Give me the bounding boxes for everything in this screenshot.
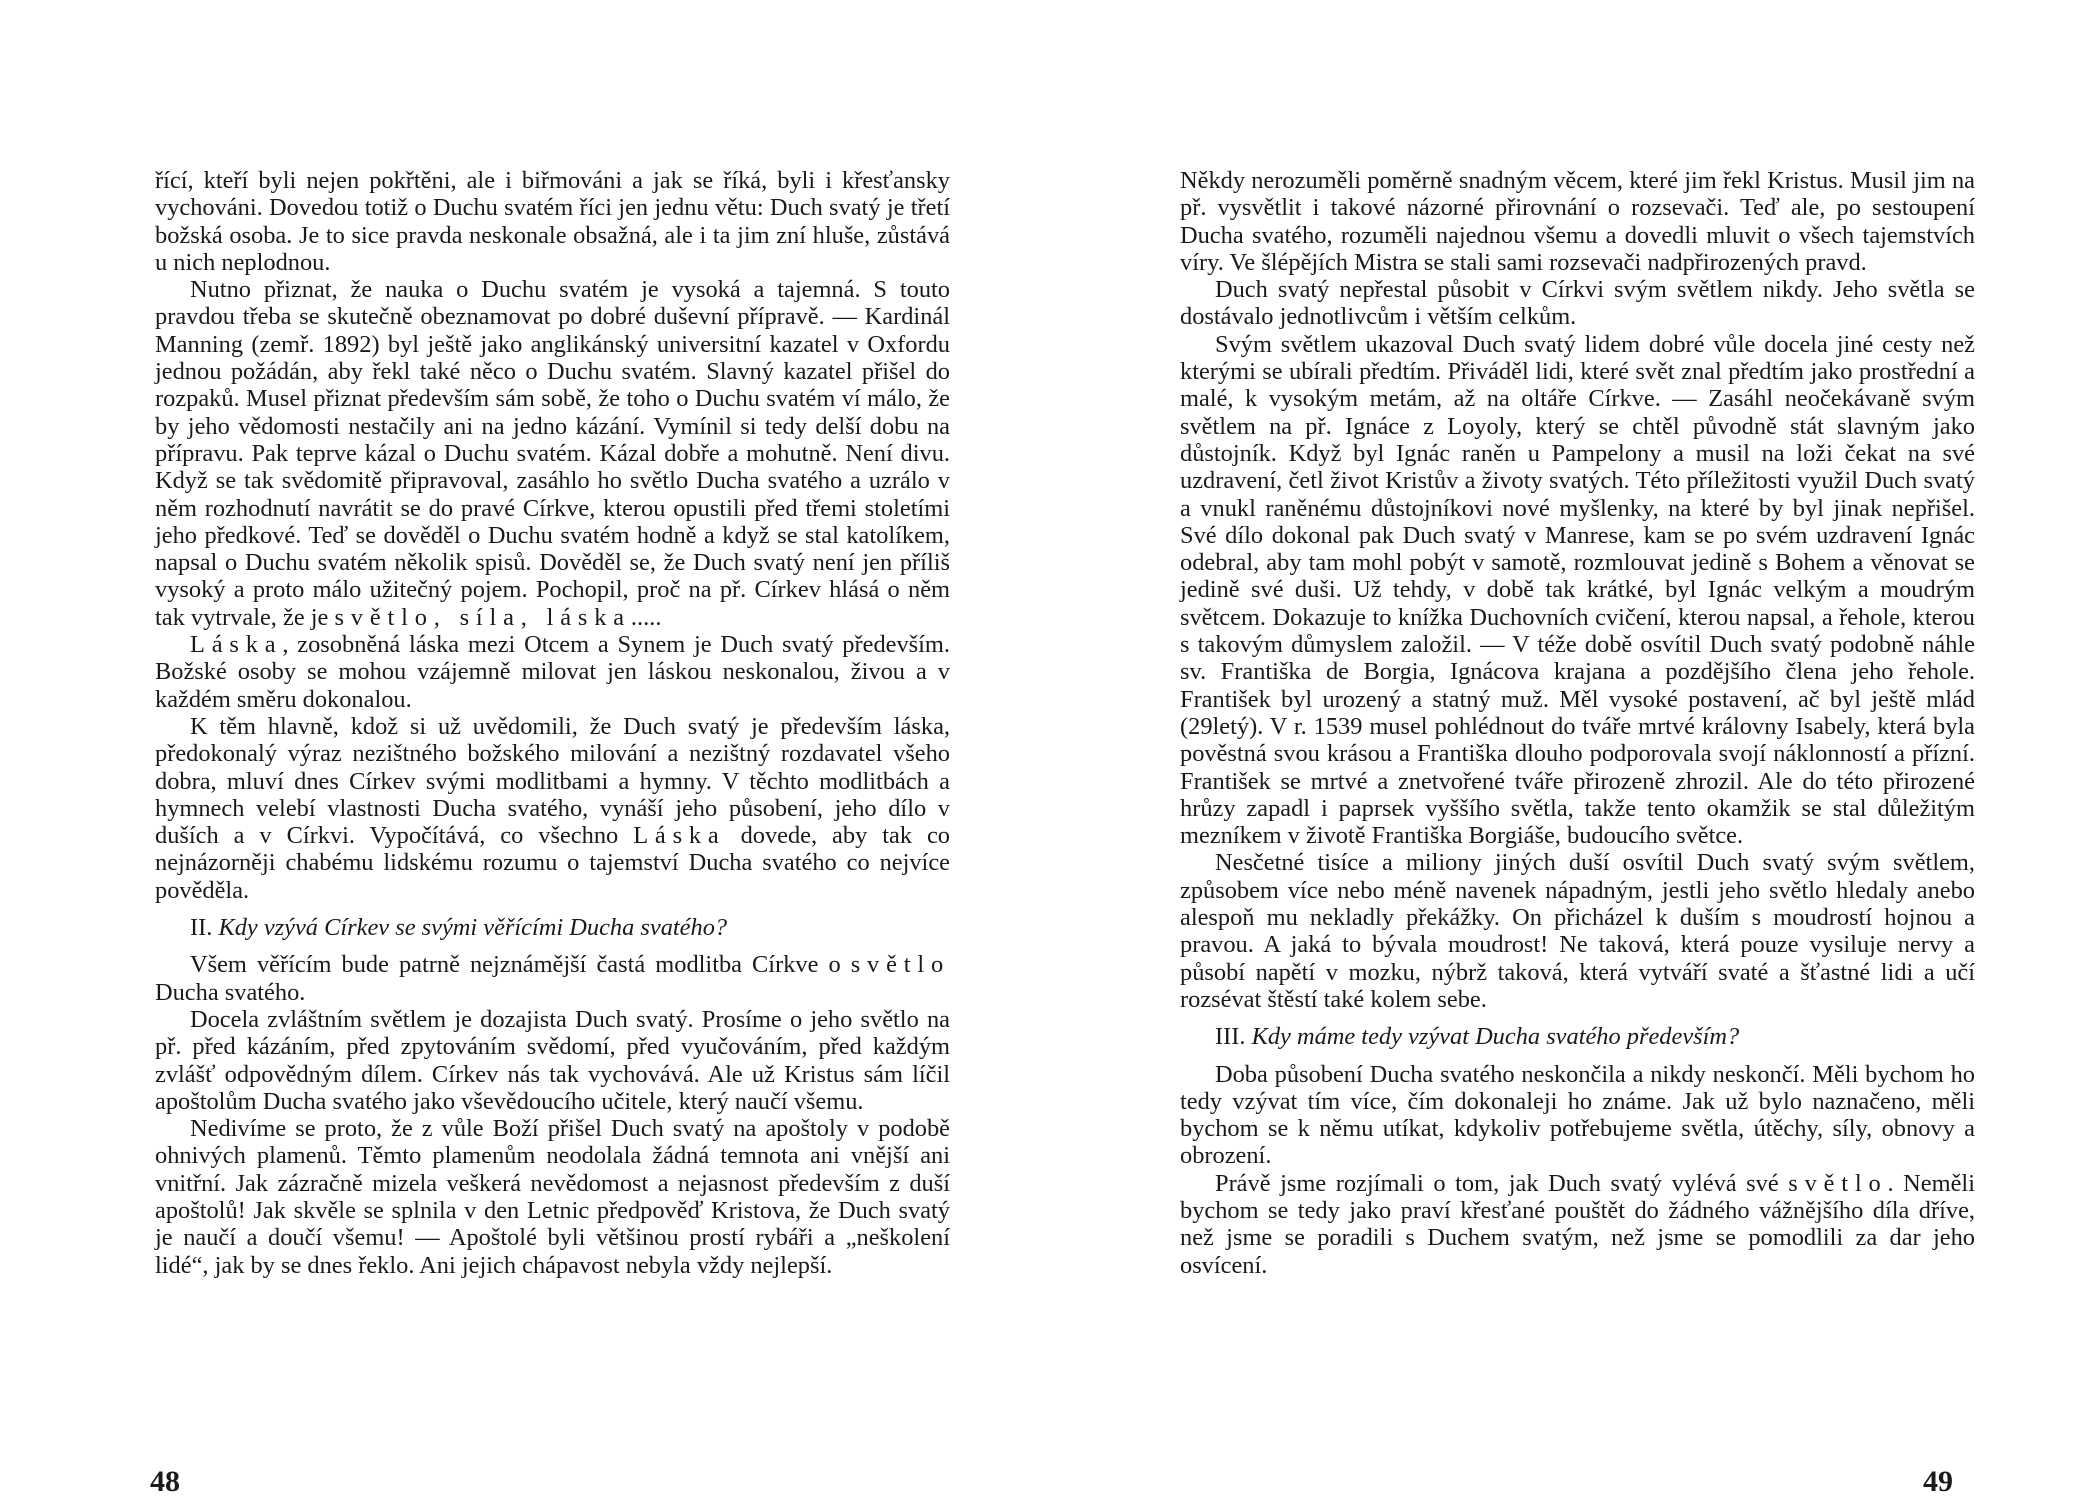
paragraph: Nedivíme se proto, že z vůle Boží přišel Duch svatý na apoštoly v podobě ohnivých plamenů. Těmto plamenům neodolala žádná temnota ani vnější ani vnitřní. Jak zázračně mizela veškerá nevědomost a nejasnost především z duší apoštolů! Jak skvěle se splnila v den Letnic předpověď Kristova, že Duch svatý je naučí a doučí všemu! — Apoštolé byli většinou prostí rybáři a „neškolení lidé“, jak by se dnes řeklo. Ani jejich chápavost nebyla vždy nejlepší. xyxy=(155,1115,950,1279)
spaced-text: světlo xyxy=(1788,1169,1888,1197)
heading-text: Kdy máme tedy vzývat Ducha svatého především? xyxy=(1251,1023,1740,1051)
paragraph: Svým světlem ukazoval Duch svatý lidem dobré vůle docela jiné cesty než kterými se ubírali předtím. Přiváděl lidi, které svět znal předtím jako prostřední a malé, k vysokým metám, až na oltáře Církve. — Zasáhl neočekávaně svým světlem na př. Ignáce z Loyoly, který se chtěl původně stát slavným jako důstojník. Když byl Ignác raněn u Pampelony a musil na loži čekat na své uzdravení, četl život Kristův a životy svatých. Této příležitosti využil Duch svatý a vnukl raněnému důstojníkovi nové myšlenky, na které by byl jinak nepřišel. Své dílo dokonal pak Duch svatý v Manrese, kam se po svém uzdravení Ignác odebral, aby tam mohl pobýt v samotě, rozmlouvat jedině s Bohem a věnovat se jedině své duši. Už tehdy, v době tak krátké, byl Ignác velkým a moudrým světcem. Dokazuje to knížka Duchovních cvičení, kterou napsal, a řehole, kterou s takovým důmyslem založil. — V téže době osvítil Duch svatý podobně náhle sv. Františka de Borgia, Ignácova krajana a pozdějšího člena jeho řehole. František byl urozený a statný muž. Měl vysoké postavení, ač byl ještě mlád (29letý). V r. 1539 musel pohlédnout do tváře mrtvé královny Isabely, která byla pověstná svou krásou a Františka dlouho podporovala svojí náklonností a přízní. František se mrtvé a znetvořené tváře přirozeně zhrozil. Ale do této přirozené hrůzy zapadl i paprsek vyššího světla, takže tento okamžik se stal důležitým mezníkem v životě Františka Borgiáše, budoucího světce. xyxy=(1180,330,1975,850)
left-page xyxy=(155,167,950,1279)
text-run: K těm hlavně, kdož si už uvědomili, že Duch svatý je především láska, předokonalý výraz nezištného božského milování a nezištný rozdavatel všeho dobra, mluví dnes Církev svými modlitbami a hymny. V těchto modlitbách a hymnech velebí vlastnosti Ducha svatého, vynáší jeho působení, jeho dílo v duších a v Církvi. Vypočítává, co všechno xyxy=(155,712,950,850)
heading-number: III. xyxy=(1215,1023,1246,1051)
text-run: Nutno přiznat, že nauka o Duchu svatém je vysoká a tajemná. S touto pravdou třeba se skutečně obeznamovat po dobré duševní přípravě. — Kardinál Manning (zemř. 1892) byl ještě jako anglikánský universitní kazatel v Oxfordu jednou požádán, aby řekl také něco o Duchu svatém. Slavný kazatel přišel do rozpaků. Musel přiznat především sám sobě, že toho o Duchu svatém ví málo, že by jeho vědomosti nestačily ani na jedno kázání. Vymínil si tedy delší dobu na přípravu. Pak teprve kázal o Duchu svatém. Kázal dobře a mohutně. Není divu. Když se tak svědomitě připravoval, zasáhlo ho světlo Ducha svatého a uzrálo v něm rozhodnutí navrátit se do pravé Církve, kterou opustili před třemi stoletími jeho předkové. Teď se dověděl o Duchu svatém hodně a když se stal katolíkem, napsal o Duchu svatém několik spisů. Dověděl se, že Duch svatý není jen příliš vysoký a proto málo užitečný pojem. Pochopil, proč na př. Církev hlásá o něm tak vytrvale, že je xyxy=(155,276,950,631)
text-run: , zosobněná láska mezi Otcem a Synem je Duch svatý především. Božské osoby se mohou vzájemně milovat jen láskou neskonalou, živou a v každém směru dokonalou. xyxy=(155,631,950,713)
paragraph: řící, kteří byli nejen pokřtěni, ale i biřmováni a jak se říká, byli i křesťansky vychováni. Dovedou totiž o Duchu svatém říci jen jednu větu: Duch svatý je třetí božská osoba. Je to sice pravda neskonale obsažná, ale i ta jim zní hluše, zůstává u nich neplodnou. xyxy=(155,167,950,276)
text-run: . Neměli bychom se tedy jako praví křesťané pouštět do žádného vážnějšího díla dříve, než jsme se poradili s Duchem svatým, než jsme se pomodlili za dar jeho osvícení. xyxy=(1180,1169,1975,1279)
spaced-text: světlo xyxy=(850,951,950,979)
paragraph: Nesčetné tisíce a miliony jiných duší osvítil Duch svatý svým světlem, způsobem více nebo méně navenek nápadným, jestli jeho světlo hledaly anebo alespoň mu nekladly překážky. On přicházel k duším s moudrostí hojnou a pravou. A jaká to bývala moudrost! Ne taková, která pouze vysiluje nervy a působí napětí v mozku, nýbrž taková, která vytváří svaté a šťastné lidi a učí rozsévat štěstí také kolem sebe. xyxy=(1180,849,1975,1013)
page-number: 48 xyxy=(150,1465,180,1498)
section-heading xyxy=(1180,1023,1975,1050)
paragraph xyxy=(155,951,950,1006)
text-run: Všem věřícím bude patrně nejznámější častá modlitba Církve o xyxy=(190,951,841,979)
text-run: Právě jsme rozjímali o tom, jak Duch svatý vylévá své xyxy=(1215,1169,1779,1197)
page-number: 49 xyxy=(1923,1465,1953,1498)
spaced-text: Láska xyxy=(190,631,283,659)
paragraph xyxy=(155,276,950,631)
paragraph xyxy=(155,713,950,904)
heading-text: Kdy vzývá Církev se svými věřícími Ducha svatého? xyxy=(218,914,728,942)
paragraph: Doba působení Ducha svatého neskončila a nikdy neskončí. Měli bychom ho tedy vzývat tím více, čím dokonaleji ho známe. Jak už bylo naznačeno, měli bychom se k němu utíkat, kdykoliv potřebujeme světla, útěchy, síly, obnovy a obrození. xyxy=(1180,1060,1975,1170)
paragraph: Docela zvláštním světlem je dozajista Duch svatý. Prosíme o jeho světlo na př. před kázáním, před zpytováním svědomí, před vyučováním, před každým zvlášť odpovědným dílem. Církev nás tak vychovává. Ale už Kristus sám líčil apoštolům Ducha svatého jako vševědoucího učitele, který naučí všemu. xyxy=(155,1005,950,1115)
text-run: Ducha svatého. xyxy=(155,978,306,1006)
text-run: dovede, aby tak co nejnázorněji chabému lidskému rozumu o tajemství Ducha svatého co nejvíce pověděla. xyxy=(155,822,951,904)
paragraph xyxy=(155,631,950,713)
paragraph: Duch svatý nepřestal působit v Církvi svým světlem nikdy. Jeho světla se dostávalo jednotlivcům i větším celkům. xyxy=(1180,276,1975,331)
section-heading xyxy=(155,914,950,941)
text-run: ..... xyxy=(630,603,662,631)
paragraph: Někdy nerozuměli poměrně snadným věcem, které jim řekl Kristus. Musil jim na př. vysvětlit i takové názorné přirovnání o rozsevači. Teď ale, po sestoupení Ducha svatého, rozuměli najednou všemu a dovedli mluvit o všech tajemstvích víry. Ve šlépějích Mistra se stali sami rozsevači nadpřirozených pravd. xyxy=(1180,167,1975,276)
heading-number: II. xyxy=(190,914,213,942)
paragraph xyxy=(1180,1170,1975,1279)
right-page xyxy=(1180,167,1975,1279)
spaced-text: světlo, síla, láska xyxy=(334,603,631,631)
spaced-text: Láska xyxy=(633,822,726,850)
